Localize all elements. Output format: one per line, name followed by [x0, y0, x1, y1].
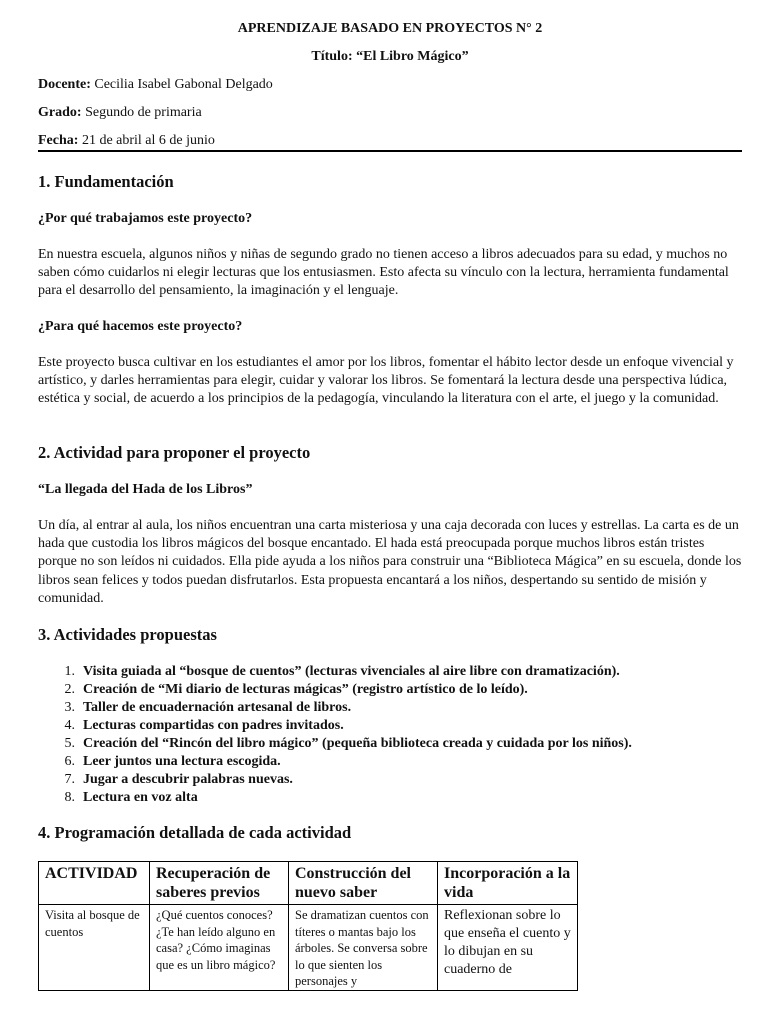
list-item-number: 1. — [64, 664, 75, 679]
document-subtitle: Título: “El Libro Mágico” — [311, 49, 469, 64]
date-label: Fecha: — [38, 133, 79, 148]
grade-value: Segundo de primaria — [81, 105, 202, 120]
section-1-heading: 1. Fundamentación — [38, 172, 174, 191]
list-item — [38, 663, 742, 681]
activity-programming-table — [38, 861, 578, 991]
list-item-text: Taller de encuadernación artesanal de libros. — [83, 700, 352, 715]
grade-label: Grado: — [38, 105, 82, 120]
table-cell — [150, 905, 289, 991]
list-item — [38, 789, 742, 807]
table-row — [39, 905, 578, 991]
cell-text: ¿Qué cuentos conoces? ¿Te han leído alguno en casa? ¿Cómo imaginas que es un libro mágico? — [156, 908, 276, 972]
list-item — [38, 681, 742, 699]
table-header-life-application: Incorporación a la vida — [438, 862, 578, 905]
cell-text: Visita al bosque de cuentos — [45, 908, 140, 939]
list-item-text: Jugar a descubrir palabras nuevas. — [83, 772, 293, 787]
list-item-number: 4. — [64, 718, 75, 733]
list-item-number: 3. — [64, 700, 75, 715]
table-cell — [438, 905, 578, 991]
teacher-value: Cecilia Isabel Gabonal Delgado — [90, 77, 273, 92]
list-item-text: Creación de “Mi diario de lecturas mágicas” (registro artístico de lo leído). — [83, 682, 528, 697]
list-item-number: 8. — [64, 790, 75, 805]
list-item-text: Lecturas compartidas con padres invitados. — [83, 718, 344, 733]
list-item-text: Visita guiada al “bosque de cuentos” (lecturas vivenciales al aire libre con dramatización). — [83, 664, 620, 679]
list-item — [38, 771, 742, 789]
list-item — [38, 717, 742, 735]
activities-list — [38, 663, 742, 807]
section-2-subheading: “La llegada del Hada de los Libros” — [38, 482, 253, 497]
list-item-text: Creación del “Rincón del libro mágico” (pequeña biblioteca creada y cuidada por los niños). — [83, 736, 632, 751]
header-divider — [38, 150, 742, 152]
teacher-label: Docente: — [38, 77, 91, 92]
list-item-text: Leer juntos una lectura escogida. — [83, 754, 281, 769]
section-1-paragraph-1: En nuestra escuela, algunos niños y niñas de segundo grado no tienen acceso a libros adecuados para su edad, y muchos no saben cómo cuidarlos ni elegir lecturas que los entusiasmen. Esto afecta su vínculo con la lectura, herramienta fundamental para el desarrollo del pensamiento, la imaginación y el lenguaje. — [38, 247, 729, 299]
cell-text: Reflexionan sobre lo que enseña el cuento y lo dibujan en su cuaderno de — [444, 908, 571, 977]
list-item-number: 7. — [64, 772, 75, 787]
table-header-new-knowledge: Construcción del nuevo saber — [289, 862, 438, 905]
section-2-paragraph: Un día, al entrar al aula, los niños encuentran una carta misteriosa y una caja decorada con luces y estrellas. La carta es de un hada que custodia los libros mágicos del bosque encantado. El hada está preocupada porque muchos libros están tristes porque no son leídos ni cuidados. Ella pide ayuda a los niños para construir una “Biblioteca Mágica” en su escuela, donde los libros sean felices y todos puedan disfrutarlos. Esta propuesta encantará a los niños, despertando su sentido de misión y comunidad. — [38, 518, 742, 606]
list-item — [38, 699, 742, 717]
date-line — [38, 132, 215, 150]
table-cell — [289, 905, 438, 991]
table-cell — [39, 905, 150, 991]
section-1-question-1: ¿Por qué trabajamos este proyecto? — [38, 211, 253, 226]
list-item-number: 2. — [64, 682, 75, 697]
section-1-question-2: ¿Para qué hacemos este proyecto? — [38, 319, 243, 334]
date-value: 21 de abril al 6 de junio — [78, 133, 215, 148]
section-3-heading: 3. Actividades propuestas — [38, 625, 217, 644]
table-header-activity: ACTIVIDAD — [39, 862, 150, 905]
teacher-line — [38, 76, 273, 94]
section-2-heading: 2. Actividad para proponer el proyecto — [38, 443, 311, 462]
list-item-number: 5. — [64, 736, 75, 751]
section-4-heading: 4. Programación detallada de cada actividad — [38, 823, 352, 842]
cell-text: Se dramatizan cuentos con títeres o mantas bajo los árboles. Se conversa sobre lo que sienten los personajes y — [295, 908, 429, 988]
list-item — [38, 753, 742, 771]
table-header-row — [39, 862, 578, 905]
list-item-number: 6. — [64, 754, 75, 769]
grade-line — [38, 104, 202, 122]
section-1-paragraph-2: Este proyecto busca cultivar en los estudiantes el amor por los libros, fomentar el hábito lector desde un enfoque vivencial y artístico, y darles herramientas para elegir, cuidar y valorar los libros. Se fomentará la lectura desde una perspectiva lúdica, estética y social, de acuerdo a los principios de la pedagogía, vinculando la literatura con el arte, el juego y la comunidad. — [38, 355, 734, 407]
list-item-text: Lectura en voz alta — [83, 790, 198, 805]
list-item — [38, 735, 742, 753]
table-header-prior-knowledge: Recuperación de saberes previos — [150, 862, 289, 905]
document-title: APRENDIZAJE BASADO EN PROYECTOS N° 2 — [237, 21, 543, 36]
